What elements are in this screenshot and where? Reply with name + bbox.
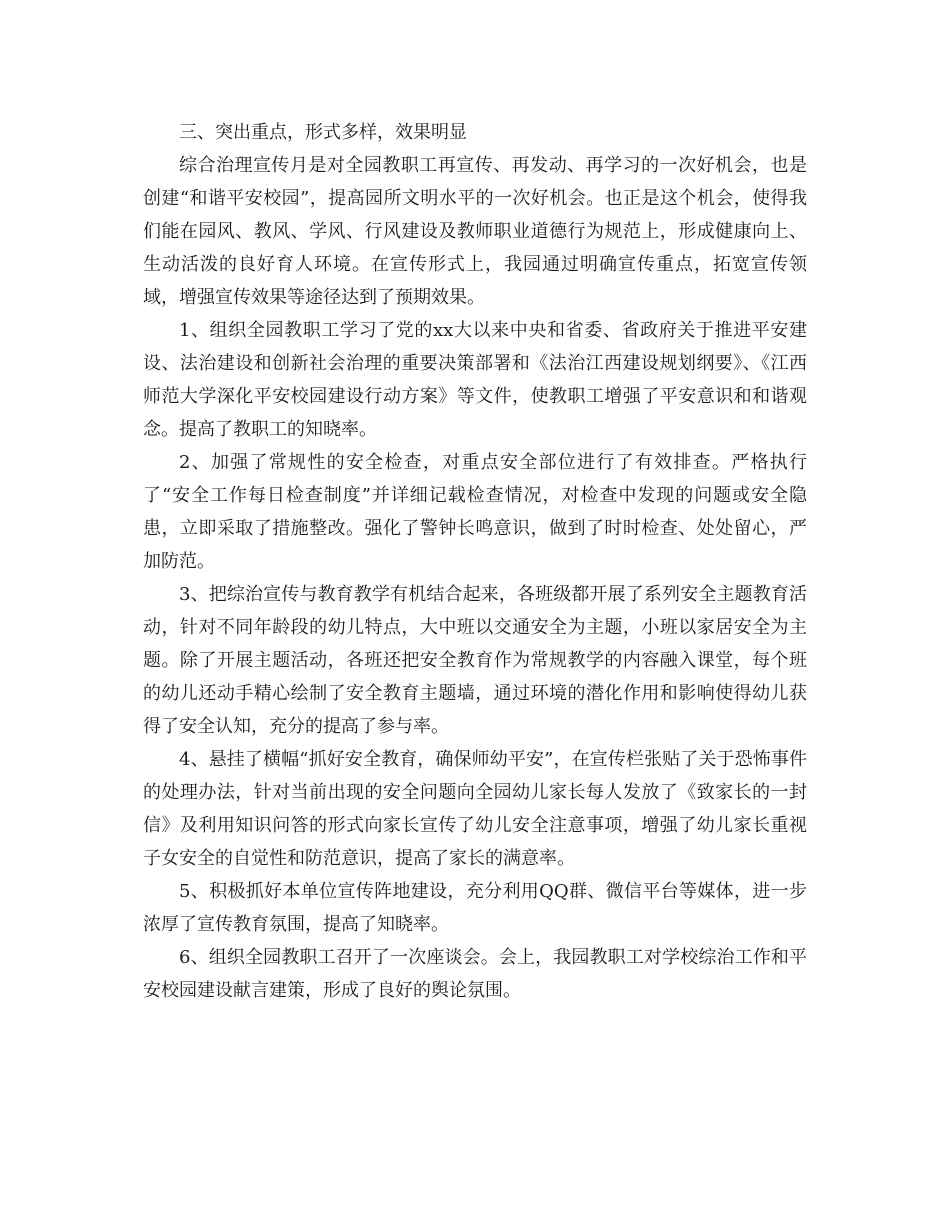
paragraph-item-1: 1、组织全园教职工学习了党的xx大以来中央和省委、省政府关于推进平安建设、法治建设和创新社会治理的重要决策部署和《法治江西建设规划纲要》、《江西师范大学深化平安校园建设行动方案》等文件，使教职工增强了平安意识和和谐观念。提高了教职工的知晓率。 [143,320,807,440]
paragraph-item-4: 4、悬挂了横幅“抓好安全教育，确保师幼平安”，在宣传栏张贴了关于恐怖事件的处理办法，针对当前出现的安全问题向全园幼儿家长每人发放了《致家长的一封信》及利用知识问答的形式向家长宣传了幼儿安全注意事项，增强了幼儿家长重视子女安全的自觉性和防范意识，提高了家长的满意率。 [143,749,807,869]
section-heading: 三、突出重点，形式多样，效果明显 [179,122,467,143]
paragraph-intro: 综合治理宣传月是对全园教职工再宣传、再发动、再学习的一次好机会，也是创建“和谐平安校园”，提高园所文明水平的一次好机会。也正是这个机会，使得我们能在园风、教风、学风、行风建设及教师职业道德行为规范上，形成健康向上、生动活泼的良好育人环境。在宣传形式上，我园通过明确宣传重点，拓宽宣传领域，增强宣传效果等途径达到了预期效果。 [143,155,807,308]
paragraph-item-5: 5、积极抓好本单位宣传阵地建设，充分利用QQ群、微信平台等媒体，进一步浓厚了宣传教育氛围，提高了知晓率。 [143,881,807,935]
paragraph-item-3: 3、把综治宣传与教育教学有机结合起来，各班级都开展了系列安全主题教育活动，针对不同年龄段的幼儿特点，大中班以交通安全为主题，小班以家居安全为主题。除了开展主题活动，各班还把安全教育作为常规教学的内容融入课堂，每个班的幼儿还动手精心绘制了安全教育主题墙，通过环境的潜化作用和影响使得幼儿获得了安全认知，充分的提高了参与率。 [143,584,807,737]
paragraph-item-6: 6、组织全园教职工召开了一次座谈会。会上，我园教职工对学校综治工作和平安校园建设献言建策，形成了良好的舆论氛围。 [143,947,807,1001]
paragraph-item-2: 2、加强了常规性的安全检查，对重点安全部位进行了有效排查。严格执行了“安全工作每日检查制度”并详细记载检查情况，对检查中发现的问题或安全隐患，立即采取了措施整改。强化了警钟长鸣意识，做到了时时检查、处处留心，严加防范。 [143,452,807,572]
document-body [143,116,807,1007]
